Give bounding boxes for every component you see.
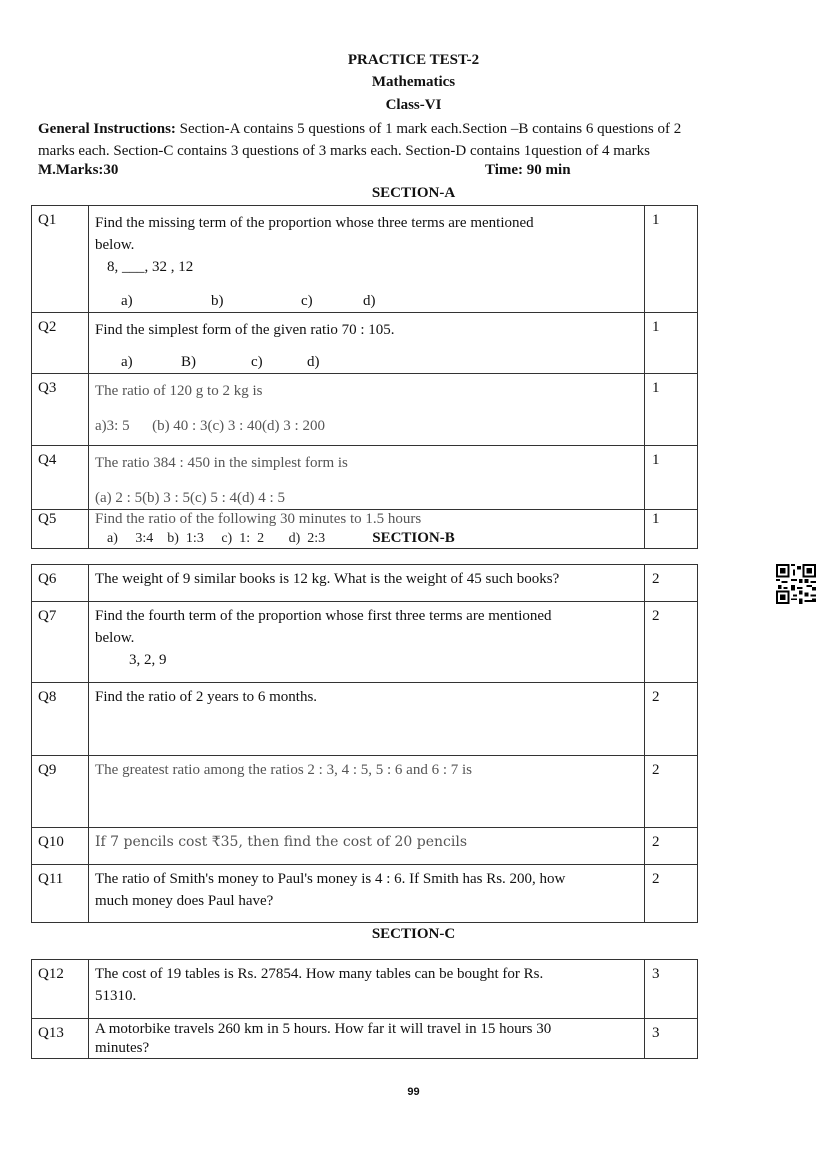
question-number: Q1 xyxy=(32,206,89,313)
question-number: Q9 xyxy=(32,756,89,828)
question-line: much money does Paul have? xyxy=(95,893,274,909)
table-row xyxy=(32,565,698,602)
option-b: b) xyxy=(211,293,224,309)
question-number: Q8 xyxy=(32,683,89,756)
option-d: d) xyxy=(307,354,320,370)
question-text: Find the ratio of 2 years to 6 months. xyxy=(89,683,645,756)
question-text xyxy=(89,960,645,1019)
question-number: Q3 xyxy=(32,374,89,446)
section-b-heading: SECTION-B xyxy=(372,530,455,546)
section-b-table xyxy=(31,564,698,923)
question-text xyxy=(89,602,645,683)
question-line: The ratio of Smith's money to Paul's money is 4 : 6. If Smith has Rs. 200, how xyxy=(95,871,566,887)
question-text: The greatest ratio among the ratios 2 : 3, 4 : 5, 5 : 6 and 6 : 7 is xyxy=(89,756,645,828)
option-d: d) xyxy=(363,293,376,309)
question-marks: 1 xyxy=(645,313,698,374)
marks-time-line xyxy=(38,162,598,179)
options-row: a) 3:4 b) 1:3 c) 1: 2 d) 2:3 xyxy=(107,531,326,546)
question-line: The cost of 19 tables is Rs. 27854. How many tables can be bought for Rs. xyxy=(95,966,544,982)
question-number: Q10 xyxy=(32,828,89,865)
question-line: Find the fourth term of the proportion whose first three terms are mentioned xyxy=(95,608,552,624)
question-number: Q5 xyxy=(32,510,89,549)
question-marks: 2 xyxy=(645,828,698,865)
question-marks: 2 xyxy=(645,865,698,923)
option-c: c) xyxy=(251,354,263,370)
question-line: A motorbike travels 260 km in 5 hours. How far it will travel in 15 hours 30 xyxy=(95,1021,552,1037)
table-row xyxy=(32,602,698,683)
class-title: Class-VI xyxy=(385,97,442,113)
question-number: Q4 xyxy=(32,446,89,510)
instructions-line2: marks each. Section-C contains 3 questions of 3 marks each. Section-D contains 1question of 4 marks xyxy=(38,143,650,159)
question-number: Q12 xyxy=(32,960,89,1019)
instructions-label: General Instructions: xyxy=(38,121,176,137)
table-row xyxy=(32,446,698,510)
proportion-terms: 3, 2, 9 xyxy=(129,652,167,668)
question-line: minutes? xyxy=(95,1040,150,1056)
table-row xyxy=(32,960,698,1019)
test-title: PRACTICE TEST-2 xyxy=(347,52,480,68)
options-row xyxy=(95,290,638,312)
option-b: B) xyxy=(181,354,196,370)
table-row xyxy=(32,828,698,865)
options-row: (a) 2 : 5(b) 3 : 5(c) 5 : 4(d) 4 : 5 xyxy=(95,490,285,506)
general-instructions xyxy=(38,118,798,162)
question-line: below. xyxy=(95,237,135,253)
option-c: c) xyxy=(301,293,313,309)
question-marks: 3 xyxy=(645,1019,698,1059)
question-number: Q7 xyxy=(32,602,89,683)
section-c-heading: SECTION-C xyxy=(371,926,456,942)
question-marks: 2 xyxy=(645,602,698,683)
question-text xyxy=(89,313,645,374)
section-a-heading: SECTION-A xyxy=(371,185,456,201)
question-marks: 1 xyxy=(645,206,698,313)
options-row xyxy=(95,353,638,373)
max-marks: M.Marks:30 xyxy=(38,162,119,178)
question-line: Find the missing term of the proportion whose three terms are mentioned xyxy=(95,215,534,231)
proportion-terms: 8, ___, 32 , 12 xyxy=(107,259,194,275)
options-row: a)3: 5 (b) 40 : 3(c) 3 : 40(d) 3 : 200 xyxy=(95,418,325,434)
question-number: Q6 xyxy=(32,565,89,602)
question-marks: 2 xyxy=(645,756,698,828)
question-text xyxy=(89,1019,645,1059)
option-a: a) xyxy=(121,354,133,370)
question-marks: 2 xyxy=(645,683,698,756)
time-limit: Time: 90 min xyxy=(485,162,571,178)
question-marks: 1 xyxy=(645,510,698,549)
subject-title: Mathematics xyxy=(371,74,456,90)
table-row xyxy=(32,206,698,313)
question-line: below. xyxy=(95,630,135,646)
qr-code-icon[interactable] xyxy=(776,564,816,604)
question-text xyxy=(89,865,645,923)
question-text: If 7 pencils cost ₹35, then find the cost of 20 pencils xyxy=(89,828,645,865)
question-text xyxy=(89,374,645,446)
question-number: Q11 xyxy=(32,865,89,923)
question-text xyxy=(89,206,645,313)
question-line: 51310. xyxy=(95,988,137,1004)
section-c-table xyxy=(31,959,698,1059)
question-text xyxy=(89,446,645,510)
option-a: a) xyxy=(121,293,133,309)
question-marks: 1 xyxy=(645,374,698,446)
section-a-table xyxy=(31,205,698,549)
table-row xyxy=(32,313,698,374)
page-number: 99 xyxy=(407,1086,420,1098)
question-line: The ratio of 120 g to 2 kg is xyxy=(95,383,263,399)
question-text: The weight of 9 similar books is 12 kg. What is the weight of 45 such books? xyxy=(89,565,645,602)
question-marks: 3 xyxy=(645,960,698,1019)
table-row xyxy=(32,756,698,828)
table-row xyxy=(32,865,698,923)
question-marks: 2 xyxy=(645,565,698,602)
table-row xyxy=(32,374,698,446)
question-number: Q13 xyxy=(32,1019,89,1059)
table-row xyxy=(32,683,698,756)
question-marks: 1 xyxy=(645,446,698,510)
instructions-line1: Section-A contains 5 questions of 1 mark each.Section –B contains 6 questions of 2 xyxy=(175,121,682,137)
table-row xyxy=(32,1019,698,1059)
question-number: Q2 xyxy=(32,313,89,374)
question-line: Find the ratio of the following 30 minutes to 1.5 hours xyxy=(95,511,422,527)
question-line: The ratio 384 : 450 in the simplest form is xyxy=(95,455,348,471)
question-line: Find the simplest form of the given ratio 70 : 105. xyxy=(95,322,395,338)
